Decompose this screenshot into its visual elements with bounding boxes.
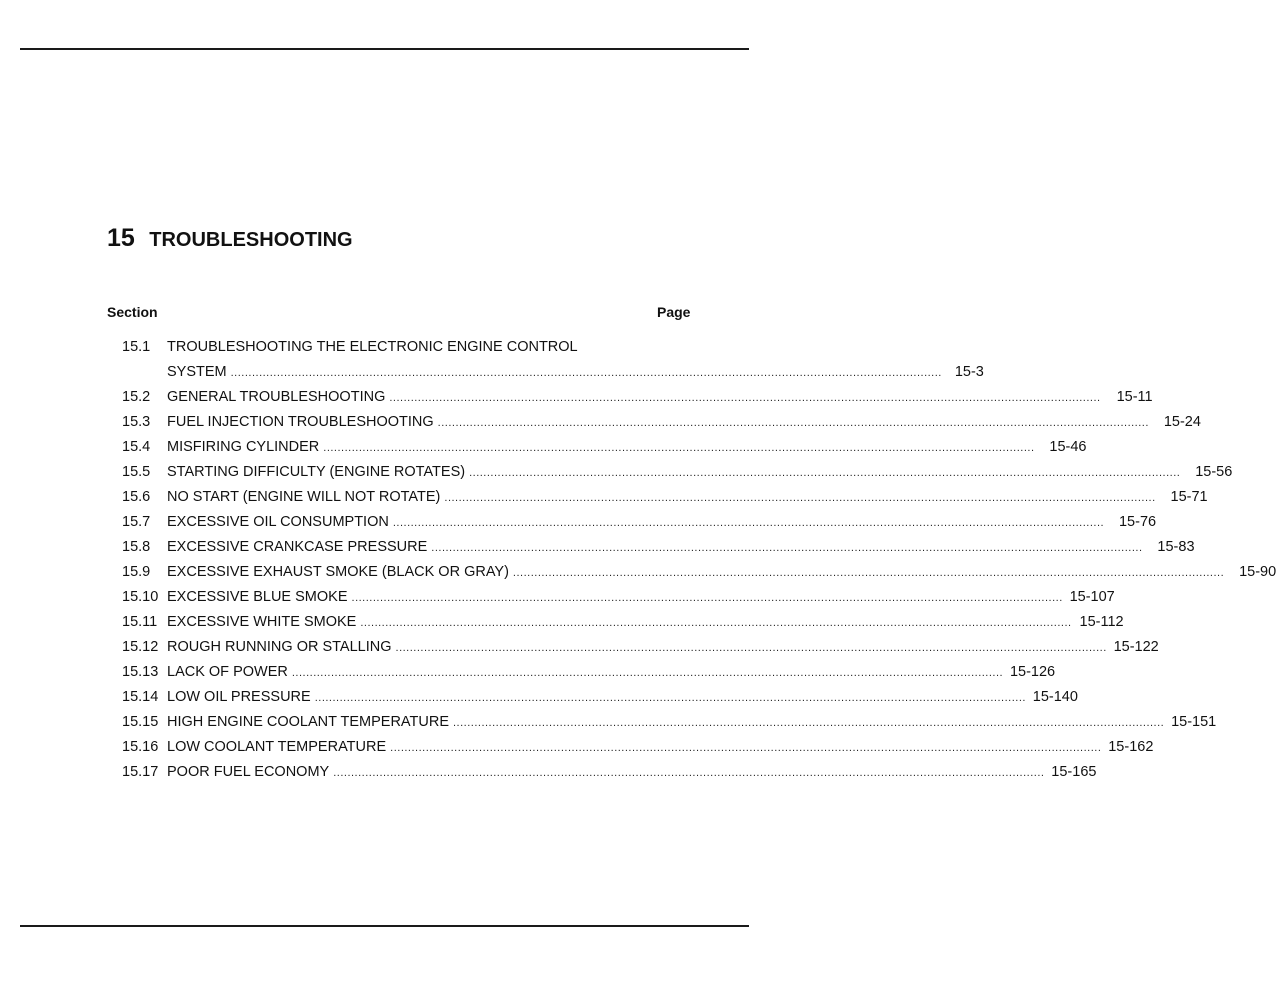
dot-leader: ........................................................................................................................................................................................................ xyxy=(389,392,1101,404)
toc-entry-page: 15-24 xyxy=(1163,414,1201,430)
dot-leader: ........................................................................................................................................................................................................ xyxy=(314,692,1026,704)
toc-entry-number: 15.7 xyxy=(122,514,151,530)
dot-leader: ........................................................................................................................................................................................................ xyxy=(323,442,1035,454)
toc-entry-number: 15.10 xyxy=(122,589,159,605)
toc-entry-page: 15-76 xyxy=(1118,514,1157,530)
toc-entry-title-continued: SYSTEM xyxy=(167,364,227,380)
toc-entry[interactable] xyxy=(122,610,1124,635)
table-of-contents xyxy=(122,335,1276,785)
toc-entry-title: EXCESSIVE BLUE SMOKE xyxy=(167,589,348,605)
dot-leader: ........................................................................................................................................................................................................ xyxy=(453,717,1165,729)
dot-leader: ........................................................................................................................................................................................................ xyxy=(395,642,1107,654)
dot-leader: ........................................................................................................................................................................................................ xyxy=(291,667,1004,679)
toc-entry-title: NO START (ENGINE WILL NOT ROTATE) xyxy=(167,489,441,505)
toc-entry-title: LOW COOLANT TEMPERATURE xyxy=(167,739,387,755)
toc-entry-page: 15-56 xyxy=(1195,464,1233,480)
toc-entry[interactable] xyxy=(122,460,1233,485)
dot-leader: ........................................................................................................................................................................................................ xyxy=(512,567,1225,579)
toc-entry-page: 15-122 xyxy=(1113,639,1159,655)
toc-entry[interactable] xyxy=(122,385,1153,410)
toc-entry-title: EXCESSIVE CRANKCASE PRESSURE xyxy=(167,539,428,555)
toc-entry[interactable] xyxy=(122,635,1159,660)
toc-entry-number: 15.12 xyxy=(122,639,159,655)
toc-entry-page: 15-107 xyxy=(1069,589,1115,605)
toc-entry[interactable] xyxy=(122,710,1217,735)
toc-entry[interactable] xyxy=(122,685,1078,710)
chapter-title: TROUBLESHOOTING xyxy=(149,229,353,251)
toc-entry-page: 15-90 xyxy=(1239,564,1276,580)
chapter-heading xyxy=(107,224,353,253)
toc-entry-number: 15.5 xyxy=(122,464,151,480)
toc-entry[interactable] xyxy=(122,660,1056,685)
toc-entry-title: EXCESSIVE OIL CONSUMPTION xyxy=(167,514,389,530)
toc-entry-number: 15.2 xyxy=(122,389,151,405)
toc-entry[interactable] xyxy=(122,560,1276,585)
toc-entry-15-1-line2[interactable] xyxy=(122,360,984,385)
toc-entry[interactable] xyxy=(122,735,1154,760)
toc-entry-number: 15.9 xyxy=(122,564,151,580)
toc-entry[interactable] xyxy=(122,585,1115,610)
bottom-divider xyxy=(20,925,749,927)
toc-entry-number: 15.17 xyxy=(122,764,159,780)
toc-entry-15-1-line1[interactable] xyxy=(122,335,707,360)
section-column-header: Section xyxy=(107,304,158,320)
toc-entry-page: 15-165 xyxy=(1051,764,1097,780)
dot-leader: ........................................................................................................................................................................................................ xyxy=(333,767,1045,779)
toc-entry-list xyxy=(122,385,1276,785)
toc-entry-title: EXCESSIVE WHITE SMOKE xyxy=(167,614,357,630)
toc-entry-number: 15.3 xyxy=(122,414,151,430)
toc-entry-title: HIGH ENGINE COOLANT TEMPERATURE xyxy=(167,714,449,730)
toc-entry-number: 15.14 xyxy=(122,689,159,705)
toc-entry[interactable] xyxy=(122,485,1208,510)
toc-entry-title: ROUGH RUNNING OR STALLING xyxy=(167,639,392,655)
dot-leader: ........................................................................................................................................................................................................ xyxy=(360,617,1072,629)
toc-entry-page: 15-11 xyxy=(1116,389,1153,405)
top-divider xyxy=(20,48,749,50)
dot-leader: ........................................................................................................................................................................................................ xyxy=(390,742,1102,754)
toc-entry-title: TROUBLESHOOTING THE ELECTRONIC ENGINE CONTROL xyxy=(167,339,578,355)
toc-entry-title: STARTING DIFFICULTY (ENGINE ROTATES) xyxy=(167,464,466,480)
toc-entry-title: LOW OIL PRESSURE xyxy=(167,689,311,705)
toc-entry-number: 15.6 xyxy=(122,489,151,505)
toc-entry-title: FUEL INJECTION TROUBLESHOOTING xyxy=(167,414,434,430)
toc-entry-title: POOR FUEL ECONOMY xyxy=(167,764,330,780)
toc-entry-page: 15-162 xyxy=(1108,739,1154,755)
toc-entry-page: 15-151 xyxy=(1171,714,1217,730)
page-column-header: Page xyxy=(657,304,691,320)
toc-entry[interactable] xyxy=(122,435,1087,460)
toc-entry[interactable] xyxy=(122,410,1201,435)
toc-entry-page: 15-112 xyxy=(1079,614,1124,630)
toc-entry-number: 15.16 xyxy=(122,739,159,755)
dot-leader: ........................................................................................................................................................................................................ xyxy=(351,592,1063,604)
chapter-number: 15 xyxy=(107,224,135,252)
dot-leader: ........................................................................................................................................................................................................ xyxy=(444,492,1156,504)
toc-entry[interactable] xyxy=(122,535,1195,560)
toc-entry-title: GENERAL TROUBLESHOOTING xyxy=(167,389,386,405)
toc-entry-page: 15-71 xyxy=(1170,489,1208,505)
dot-leader: ........................................................................................................................................................................................................ xyxy=(230,367,942,379)
toc-entry-page: 15-140 xyxy=(1032,689,1078,705)
toc-entry-page: 15-46 xyxy=(1049,439,1087,455)
toc-entry-number: 15.1 xyxy=(122,339,151,355)
toc-entry-page: 15-126 xyxy=(1009,664,1056,680)
toc-entry[interactable] xyxy=(122,510,1157,535)
toc-entry-title: LACK OF POWER xyxy=(167,664,288,680)
toc-entry[interactable] xyxy=(122,760,1097,785)
dot-leader: ........................................................................................................................................................................................................ xyxy=(431,542,1143,554)
toc-entry-number: 15.4 xyxy=(122,439,151,455)
toc-entry-page: 15-83 xyxy=(1157,539,1195,555)
toc-entry-number: 15.11 xyxy=(122,614,158,630)
dot-leader: ........................................................................................................................................................................................................ xyxy=(392,517,1105,529)
toc-entry-title: MISFIRING CYLINDER xyxy=(167,439,320,455)
toc-entry-number: 15.8 xyxy=(122,539,151,555)
toc-entry-title: EXCESSIVE EXHAUST SMOKE (BLACK OR GRAY) xyxy=(167,564,509,580)
toc-entry-number: 15.15 xyxy=(122,714,159,730)
dot-leader: ........................................................................................................................................................................................................ xyxy=(469,467,1181,479)
toc-entry-number: 15.13 xyxy=(122,664,159,680)
toc-entry-page: 15-3 xyxy=(954,364,984,380)
dot-leader: ........................................................................................................................................................................................................ xyxy=(437,417,1149,429)
